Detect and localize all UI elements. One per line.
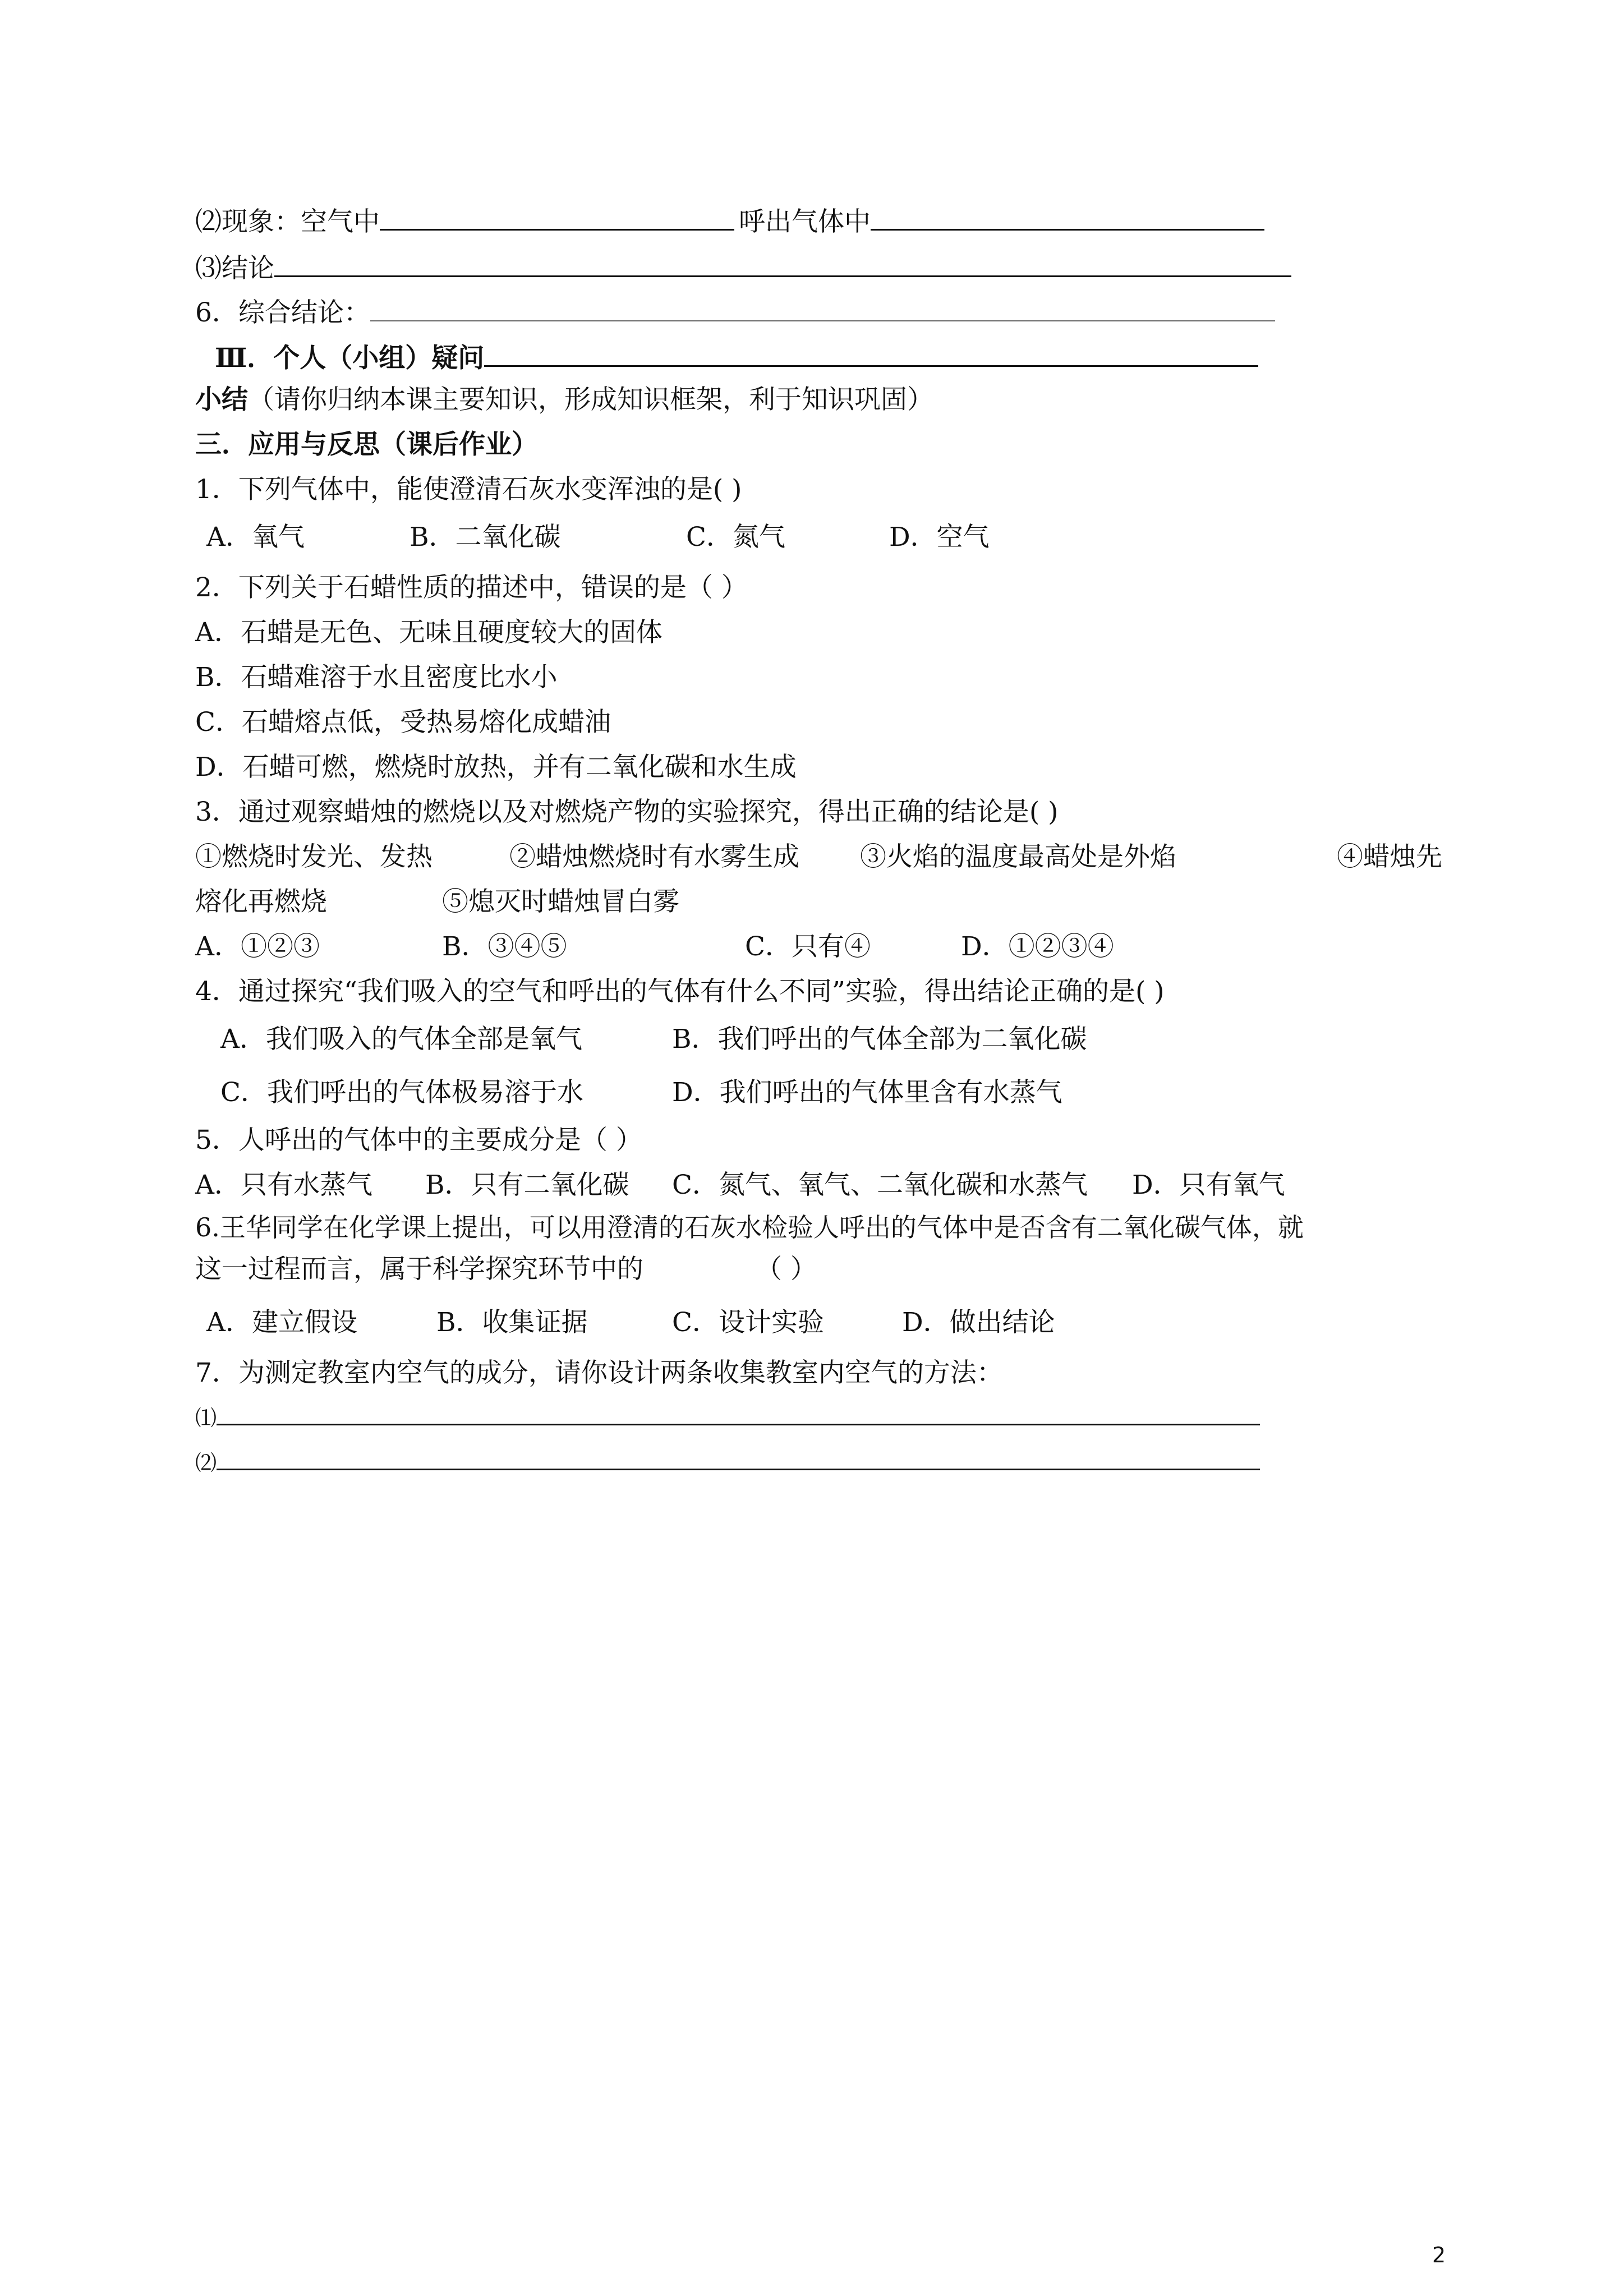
q3-statement-4: ④蜡烛先 [1337,841,1442,872]
q3-option-c[interactable]: C．只有④ [745,931,871,962]
overall-conclusion-line [195,293,1275,330]
summary-text: （请你归纳本课主要知识，形成知识框架，利于知识巩固） [248,384,933,415]
q1-option-a[interactable]: A．氧气 [206,522,305,553]
q6-option-b[interactable]: B．收集证据 [436,1307,588,1338]
q4-stem: 4．通过探究“我们吸入的空气和呼出的气体有什么不同”实验，得出结论正确的是( ) [195,976,1165,1007]
q6-stem-line-2 [195,1253,817,1286]
q7-method-2-blank[interactable] [217,1446,1260,1470]
q6-option-d[interactable]: D．做出结论 [902,1307,1055,1338]
q3-statement-3: ③火焰的温度最高处是外焰 [860,841,1176,872]
summary-line [195,383,933,417]
q3-option-d[interactable]: D．①②③④ [961,931,1114,962]
q6-answer-paren[interactable]: （ ） [756,1254,817,1285]
q6-option-a[interactable]: A．建立假设 [206,1307,357,1338]
q5-stem: 5．人呼出的气体中的主要成分是（ ） [195,1125,642,1156]
q7-stem: 7．为测定教室内空气的成分，请你设计两条收集教室内空气的方法： [195,1358,1003,1388]
questions-blank[interactable] [484,338,1258,367]
phenomenon-exhaled-label: 呼出气体中 [739,206,871,237]
q5-option-c[interactable]: C．氮气、氧气、二氧化碳和水蒸气 [672,1170,1088,1200]
questions-label: Ⅲ．个人（小组）疑问 [215,343,485,374]
q7-method-1-label: ⑴ [195,1406,217,1430]
conclusion-line [195,249,1291,286]
section-title: 三．应用与反思（课后作业） [195,429,538,460]
q4-option-b[interactable]: B．我们呼出的气体全部为二氧化碳 [672,1024,1087,1055]
q6-option-c[interactable]: C．设计实验 [672,1307,824,1338]
phenomenon-air-blank[interactable] [380,202,734,231]
q5-option-a[interactable]: A．只有水蒸气 [195,1170,372,1200]
overall-conclusion-blank[interactable] [370,293,1275,321]
q2-option-a[interactable]: A．石蜡是无色、无味且硬度较大的固体 [195,617,663,648]
phenomenon-air-label: ⑵现象：空气中 [195,206,380,237]
q1-option-d[interactable]: D．空气 [889,522,990,553]
q2-stem: 2．下列关于石蜡性质的描述中，错误的是（ ） [195,572,748,603]
q2-option-b[interactable]: B．石蜡难溶于水且密度比水小 [195,662,558,693]
overall-conclusion-label: 6．综合结论： [195,297,370,328]
q6-stem-text: 这一过程而言，属于科学探究环节中的 [195,1254,643,1285]
q5-option-d[interactable]: D．只有氧气 [1132,1170,1285,1200]
q2-option-c[interactable]: C．石蜡熔点低，受热易熔化成蜡油 [195,707,611,738]
q4-option-d[interactable]: D．我们呼出的气体里含有水蒸气 [672,1077,1062,1108]
q7-method-2-line [195,1446,1260,1480]
q3-statement-2: ②蜡烛燃烧时有水雾生成 [509,841,799,872]
q1-option-b[interactable]: B．二氧化碳 [410,522,561,553]
q3-statement-5: ⑤熄灭时蜡烛冒白雾 [442,886,679,917]
phenomenon-line [195,202,1264,239]
q3-statement-4-cont: 熔化再燃烧 [195,886,327,917]
q5-option-b[interactable]: B．只有二氧化碳 [425,1170,629,1200]
summary-heading: 小结 [195,384,248,415]
q1-stem: 1．下列气体中，能使澄清石灰水变浑浊的是( ) [195,474,742,505]
q7-method-1-line [195,1401,1260,1435]
q3-option-b[interactable]: B．③④⑤ [442,931,567,962]
q1-option-c[interactable]: C．氮气 [686,522,785,553]
q7-method-1-blank[interactable] [217,1401,1260,1425]
page-number: 2 [1432,2243,1446,2267]
q3-option-a[interactable]: A．①②③ [195,931,320,962]
conclusion-blank[interactable] [274,249,1291,277]
phenomenon-exhaled-blank[interactable] [871,202,1264,231]
q7-method-2-label: ⑵ [195,1451,217,1475]
q3-stem: 3．通过观察蜡烛的燃烧以及对燃烧产物的实验探究，得出正确的结论是( ) [195,797,1059,827]
questions-line [215,338,1258,375]
q4-option-a[interactable]: A．我们吸入的气体全部是氧气 [220,1024,582,1055]
q4-option-c[interactable]: C．我们呼出的气体极易溶于水 [220,1077,583,1108]
conclusion-label: ⑶结论 [195,253,274,284]
q3-statement-1: ①燃烧时发光、发热 [195,841,433,872]
q2-option-d[interactable]: D．石蜡可燃，燃烧时放热，并有二氧化碳和水生成 [195,752,797,783]
q6-stem-line-1: 6.王华同学在化学课上提出，可以用澄清的石灰水检验人呼出的气体中是否含有二氧化碳气体，就 [195,1212,1304,1243]
